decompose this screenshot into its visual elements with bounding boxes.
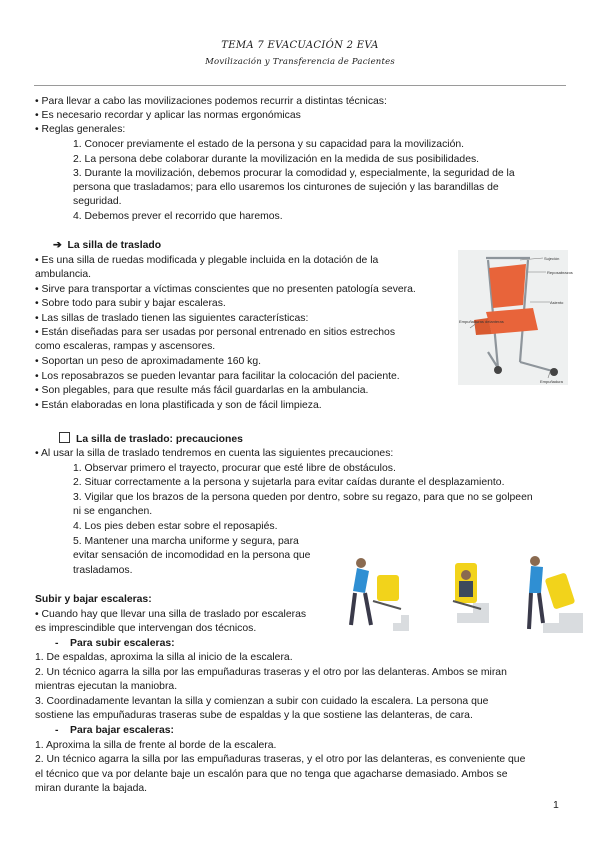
person-head xyxy=(356,558,366,568)
rule-3-line-1: 3. Durante la movilización, debemos procurar la comodidad y, especialmente, la seguridad de la xyxy=(73,168,515,179)
rule-2: 2. La persona debe colaborar durante la movilización en la medida de sus posibilidades. xyxy=(73,154,480,165)
silla-line-8: • Son plegables, para que resulte más fácil guardarlas en la ambulancia. xyxy=(35,385,369,396)
person-body xyxy=(529,566,543,593)
rule-3-line-2: persona que trasladamos; para ello usaremos los cinturones de sujeción y las barandillas de xyxy=(73,182,499,193)
subir-step-3b: sostiene las empuñaduras traseras sube de espaldas y la que sostiene las delanteras, de cara. xyxy=(35,710,473,721)
precaucion-1: 1. Observar primero el trayecto, procurar que esté libre de obstáculos. xyxy=(73,463,396,474)
silla-line-5a: • Están diseñadas para ser usadas por personal entrenado en sitios estrechos xyxy=(35,327,396,338)
chair-wheel-front xyxy=(494,366,502,374)
stairs-shape xyxy=(437,603,489,623)
intro-bullet-3: • Reglas generales: xyxy=(35,124,126,135)
silla-line-5b: como escaleras, rampas y ascensores. xyxy=(35,341,216,352)
chair-label-empunaduras: Empuñaduras delanteras xyxy=(459,319,504,324)
chair-track xyxy=(373,601,401,609)
page-number: 1 xyxy=(553,799,559,811)
chair-wheel-rear xyxy=(550,368,558,376)
section-heading-precauciones xyxy=(59,432,243,446)
rule-1: 1. Conocer previamente el estado de la persona y su capacidad para la movilización. xyxy=(73,139,465,150)
rule-4: 4. Debemos prever el recorrido que haremos. xyxy=(73,211,283,222)
person-legs xyxy=(529,593,543,629)
subheading-subir-text: Para subir escaleras: xyxy=(70,638,175,649)
evacuation-chair-yellow xyxy=(545,572,576,609)
precaucion-5b: evitar sensación de incomodidad en la persona que xyxy=(73,550,311,561)
stairs-figure-3 xyxy=(523,553,585,635)
precaucion-2: 2. Situar correctamente a la persona y sujetarla para evitar caídas durante el desplazamiento. xyxy=(73,477,505,488)
intro-bullet-2: • Es necesario recordar y aplicar las normas ergonómicas xyxy=(35,110,301,121)
patient-body xyxy=(459,581,473,597)
subheading-bajar xyxy=(55,724,174,737)
subheading-bajar-text: Para bajar escaleras: xyxy=(70,725,175,736)
subheading-subir xyxy=(55,637,175,650)
precaucion-4: 4. Los pies deben estar sobre el reposapiés. xyxy=(73,521,278,532)
precaucion-5c: trasladamos. xyxy=(73,565,133,576)
chair-backrest xyxy=(489,264,526,308)
rule-3-line-3: seguridad. xyxy=(73,196,122,207)
stairs-figure-2 xyxy=(437,553,497,625)
bajar-step-2b: el técnico que va por delante baje un escalón para que no tenga que agacharse demasiado. Ambos se xyxy=(35,769,508,780)
document-subtitle: Movilización y Transferencia de Pacientes xyxy=(205,57,395,67)
arrow-right-icon: ➔ xyxy=(53,240,62,251)
section-heading-silla xyxy=(53,239,161,252)
chair-label-sujecion: Sujeción xyxy=(544,256,560,261)
bajar-step-2a: 2. Un técnico agarra la silla por las empuñaduras traseras, y el otro por las delanteras, es conveniente que xyxy=(35,754,526,765)
chair-label-asiento: Asiento xyxy=(550,300,564,305)
silla-line-4: • Las sillas de traslado tienen las siguientes características: xyxy=(35,313,309,324)
person-body xyxy=(353,568,369,593)
precauciones-intro: • Al usar la silla de traslado tendremos en cuenta las siguientes precauciones: xyxy=(35,448,394,459)
dash-bullet: - xyxy=(55,725,59,736)
evacuation-chair-yellow xyxy=(377,575,399,601)
stairs-figure-1 xyxy=(343,553,415,633)
stairs-shape xyxy=(523,613,583,633)
silla-line-6: • Soportan un peso de aproximadamente 160 kg. xyxy=(35,356,262,367)
silla-line-1b: ambulancia. xyxy=(35,269,92,280)
precaucion-5a: 5. Mantener una marcha uniforme y segura, para xyxy=(73,536,299,547)
precaucion-3a: 3. Vigilar que los brazos de la persona queden por dentro, sobre su regazo, para que no se golpeen xyxy=(73,492,533,503)
bajar-step-1: 1. Aproxima la silla de frente al borde de la escalera. xyxy=(35,740,277,751)
silla-line-9: • Están elaboradas en lona plastificada y son de fácil limpieza. xyxy=(35,400,322,411)
section-heading-silla-text: La silla de traslado xyxy=(67,240,162,251)
section-heading-precauciones-text: La silla de traslado: precauciones xyxy=(76,434,243,445)
checkbox-icon xyxy=(59,432,70,443)
person-head xyxy=(530,556,540,566)
dash-bullet: - xyxy=(55,638,59,649)
escaleras-intro-2: es imprescindible que intervengan dos técnicos. xyxy=(35,623,257,634)
precaucion-3b: ni se enganchen. xyxy=(73,506,153,517)
evacuation-chair-figure xyxy=(458,250,573,385)
section-heading-escaleras: Subir y bajar escaleras: xyxy=(35,594,152,605)
silla-line-3: • Sobre todo para subir y bajar escaleras. xyxy=(35,298,226,309)
header-divider xyxy=(34,85,566,86)
subir-step-2a: 2. Un técnico agarra la silla por las empuñaduras traseras y el otro por las delanteras. Ambos se miran xyxy=(35,667,507,678)
intro-bullet-1: • Para llevar a cabo las movilizaciones podemos recurrir a distintas técnicas: xyxy=(35,96,387,107)
patient-head xyxy=(461,570,471,580)
escaleras-intro-1: • Cuando hay que llevar una silla de traslado por escaleras xyxy=(35,609,307,620)
silla-line-1a: • Es una silla de ruedas modificada y plegable incluida en la dotación de la xyxy=(35,255,379,266)
subir-step-3a: 3. Coordinadamente levantan la silla y comienzan a subir con cuidado la escalera. La persona que xyxy=(35,696,489,707)
bajar-step-2c: miran durante la bajada. xyxy=(35,783,148,794)
subir-step-2b: mientras ejecutan la maniobra. xyxy=(35,681,178,692)
person-legs xyxy=(351,593,371,625)
chair-label-reposabrazos: Reposabrazos xyxy=(547,270,573,275)
silla-line-7: • Los reposabrazos se pueden levantar para facilitar la colocación del paciente. xyxy=(35,371,400,382)
subir-step-1: 1. De espaldas, aproxima la silla al inicio de la escalera. xyxy=(35,652,293,663)
document-title: TEMA 7 EVACUACIÓN 2 EVA xyxy=(221,40,379,51)
silla-line-2: • Sirve para transportar a víctimas conscientes que no presenten patología severa. xyxy=(35,284,416,295)
chair-label-empunadura: Empuñadura xyxy=(540,379,563,384)
